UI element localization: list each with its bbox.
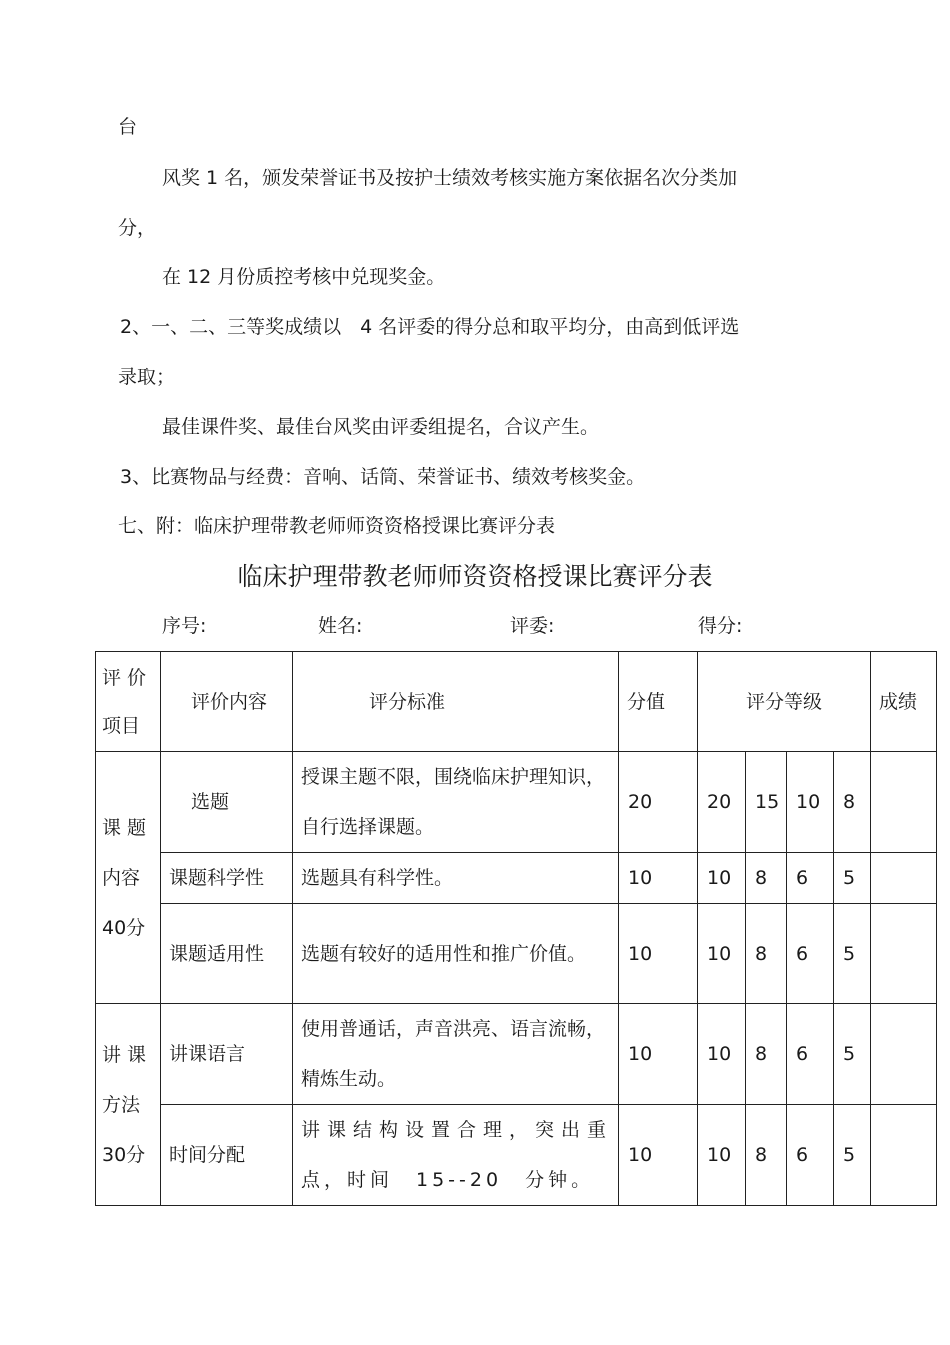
table-row bbox=[96, 752, 937, 853]
row-standard: 使用普通话，声音洪亮、语言流畅，精炼生动。 bbox=[293, 1004, 619, 1105]
row-points: 10 bbox=[619, 1004, 698, 1105]
group-label-line: 课 题 bbox=[102, 816, 147, 839]
row-points: 10 bbox=[619, 853, 698, 904]
header-item bbox=[96, 652, 161, 752]
header-standard: 评分标准 bbox=[293, 652, 619, 752]
header-levels: 评分等级 bbox=[698, 652, 871, 752]
row-content: 讲课语言 bbox=[161, 1004, 293, 1105]
header-content: 评价内容 bbox=[161, 652, 293, 752]
row-level: 8 bbox=[746, 1105, 787, 1206]
group-label-line: 方法 bbox=[102, 1093, 141, 1116]
row-level: 15 bbox=[746, 752, 787, 853]
table-row bbox=[96, 853, 937, 904]
row-level: 10 bbox=[787, 752, 834, 853]
table-row bbox=[96, 1105, 937, 1206]
row-level: 6 bbox=[787, 1105, 834, 1206]
paragraph-line: 台 bbox=[118, 116, 138, 138]
row-result bbox=[871, 1105, 937, 1206]
group-label-line: 30分 bbox=[102, 1143, 146, 1166]
row-points: 10 bbox=[619, 904, 698, 1004]
row-points: 20 bbox=[619, 752, 698, 853]
row-standard: 选题有较好的适用性和推广价值。 bbox=[293, 904, 619, 1004]
row-standard: 授课主题不限，围绕临床护理知识，自行选择课题。 bbox=[293, 752, 619, 853]
row-level: 10 bbox=[698, 1105, 746, 1206]
group-label-line: 内容 bbox=[102, 866, 141, 889]
row-level: 6 bbox=[787, 904, 834, 1004]
table-row bbox=[96, 1004, 937, 1105]
row-level: 5 bbox=[834, 904, 871, 1004]
row-content: 课题适用性 bbox=[161, 904, 293, 1004]
row-result bbox=[871, 904, 937, 1004]
row-level: 10 bbox=[698, 904, 746, 1004]
row-result bbox=[871, 1004, 937, 1105]
field-score-label: 得分: bbox=[698, 615, 743, 637]
row-level: 5 bbox=[834, 1105, 871, 1206]
row-content: 课题科学性 bbox=[161, 853, 293, 904]
row-standard: 选题具有科学性。 bbox=[293, 853, 619, 904]
paragraph-line: 在 12 月份质控考核中兑现奖金。 bbox=[162, 266, 446, 288]
row-level: 6 bbox=[787, 853, 834, 904]
paragraph-line: 3、比赛物品与经费：音响、话筒、荣誉证书、绩效考核奖金。 bbox=[120, 466, 646, 488]
row-result bbox=[871, 853, 937, 904]
table-header-row bbox=[96, 652, 937, 752]
header-item-line: 评 价 bbox=[102, 666, 147, 689]
paragraph-line: 分， bbox=[118, 217, 157, 239]
field-name-label: 姓名: bbox=[318, 615, 363, 637]
header-item-line: 项目 bbox=[102, 714, 141, 737]
group-label-line: 讲 课 bbox=[102, 1043, 147, 1066]
group-label-method bbox=[96, 1004, 161, 1206]
paragraph-line: 录取； bbox=[118, 366, 176, 388]
table-row bbox=[96, 904, 937, 1004]
paragraph-line: 七、附：临床护理带教老师师资资格授课比赛评分表 bbox=[118, 515, 556, 537]
row-level: 10 bbox=[698, 853, 746, 904]
header-points: 分值 bbox=[619, 652, 698, 752]
row-standard: 讲课结构设置合理，突出重点，时间 15--20 分钟。 bbox=[293, 1105, 619, 1206]
scoring-table bbox=[95, 651, 937, 1206]
row-level: 8 bbox=[834, 752, 871, 853]
paragraph-line: 最佳课件奖、最佳台风奖由评委组提名，合议产生。 bbox=[162, 416, 600, 438]
row-level: 10 bbox=[698, 1004, 746, 1105]
paragraph-line: 2、一、二、三等奖成绩以 4 名评委的得分总和取平均分，由高到低评选 bbox=[120, 316, 740, 338]
header-result: 成绩 bbox=[871, 652, 937, 752]
row-content: 时间分配 bbox=[161, 1105, 293, 1206]
row-level: 8 bbox=[746, 1004, 787, 1105]
row-level: 6 bbox=[787, 1004, 834, 1105]
row-level: 8 bbox=[746, 853, 787, 904]
form-title: 临床护理带教老师师资资格授课比赛评分表 bbox=[237, 562, 713, 591]
row-level: 5 bbox=[834, 853, 871, 904]
row-level: 5 bbox=[834, 1004, 871, 1105]
field-number-label: 序号: bbox=[162, 615, 207, 637]
row-result bbox=[871, 752, 937, 853]
row-level: 8 bbox=[746, 904, 787, 1004]
group-label-line: 40分 bbox=[102, 916, 146, 939]
row-points: 10 bbox=[619, 1105, 698, 1206]
row-content: 选题 bbox=[161, 752, 293, 853]
field-judge-label: 评委: bbox=[510, 615, 555, 637]
group-label-topic bbox=[96, 752, 161, 1004]
paragraph-line: 风奖 1 名，颁发荣誉证书及按护士绩效考核实施方案依据名次分类加 bbox=[162, 167, 738, 189]
row-level: 20 bbox=[698, 752, 746, 853]
